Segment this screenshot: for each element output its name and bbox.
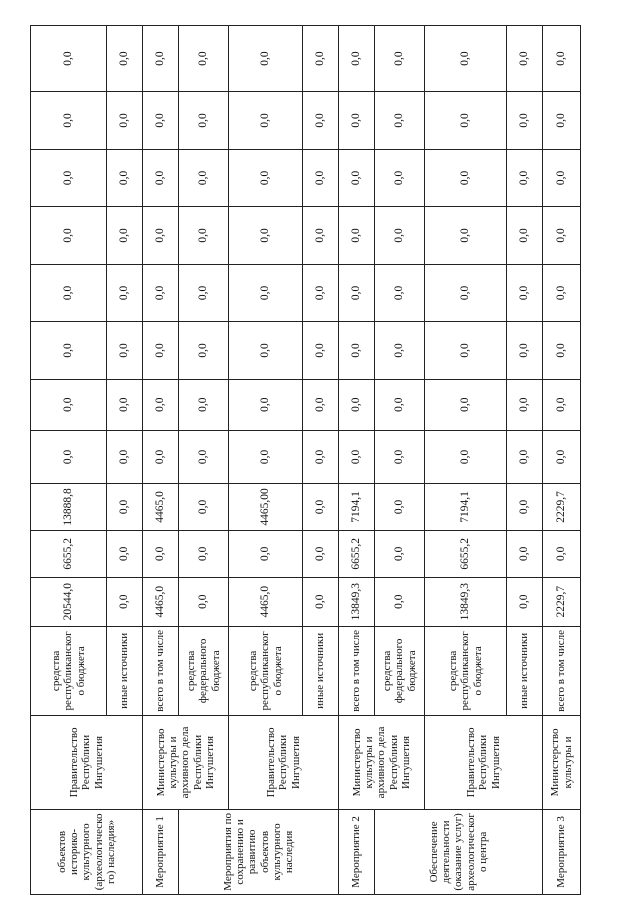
- value-cell: 0,0: [543, 322, 581, 380]
- event-cell: Мероприятие 3: [543, 809, 581, 894]
- responsible-cell: Министерство культуры и архивного дела Республики Ингушетия: [339, 716, 425, 810]
- value-cell: 0,0: [229, 264, 303, 322]
- value-cell: 0,0: [179, 483, 229, 530]
- value-cell: 0,0: [229, 430, 303, 483]
- value-cell: 0,0: [179, 379, 229, 430]
- value-cell: 0,0: [143, 149, 179, 207]
- event-cell: Мероприятие 2: [339, 809, 375, 894]
- value-cell: 4465,00: [229, 483, 303, 530]
- value-cell: 0,0: [179, 207, 229, 265]
- value-cell: 0,0: [107, 207, 143, 265]
- table-row: [339, 26, 375, 895]
- value-cell: 0,0: [143, 264, 179, 322]
- value-cell: 0,0: [229, 379, 303, 430]
- value-cell: 0,0: [303, 207, 339, 265]
- value-cell: 0,0: [303, 430, 339, 483]
- value-cell: 0,0: [543, 92, 581, 150]
- value-cell: 0,0: [339, 26, 375, 92]
- value-cell: 0,0: [107, 26, 143, 92]
- responsible-cell: Правительство Республики Ингушетия: [229, 716, 339, 810]
- value-cell: 0,0: [543, 530, 581, 577]
- responsible-cell: Министерство культуры и: [543, 716, 581, 810]
- value-cell: 0,0: [229, 92, 303, 150]
- responsible-cell: Правительство Республики Ингушетия: [31, 716, 143, 810]
- source-cell: всего в том числе: [339, 626, 375, 715]
- event-cell: Обеспечение деятельности (оказание услуг) археологического центра: [375, 809, 543, 894]
- value-cell: 13849,3: [425, 577, 507, 626]
- value-cell: 0,0: [107, 483, 143, 530]
- value-cell: 0,0: [339, 264, 375, 322]
- value-cell: 0,0: [107, 530, 143, 577]
- value-cell: 0,0: [107, 379, 143, 430]
- value-cell: 0,0: [107, 149, 143, 207]
- responsible-cell: Правительство Республики Ингушетия: [425, 716, 543, 810]
- value-cell: 0,0: [31, 207, 107, 265]
- table-row: [425, 26, 507, 895]
- event-cell: объектов историко-культурного (археологического) наследия»: [31, 809, 143, 894]
- value-cell: 0,0: [31, 379, 107, 430]
- value-cell: 0,0: [229, 207, 303, 265]
- value-cell: 0,0: [107, 430, 143, 483]
- value-cell: 0,0: [543, 149, 581, 207]
- value-cell: 0,0: [107, 577, 143, 626]
- value-cell: 0,0: [303, 530, 339, 577]
- value-cell: 0,0: [107, 92, 143, 150]
- value-cell: 4465,0: [143, 483, 179, 530]
- value-cell: 2229,7: [543, 577, 581, 626]
- value-cell: 0,0: [507, 207, 543, 265]
- value-cell: 0,0: [179, 149, 229, 207]
- value-cell: 0,0: [507, 530, 543, 577]
- value-cell: 0,0: [543, 26, 581, 92]
- source-cell: средства республиканского бюджета: [229, 626, 303, 715]
- value-cell: 0,0: [339, 322, 375, 380]
- value-cell: 0,0: [339, 430, 375, 483]
- table-row: [543, 26, 581, 895]
- value-cell: 0,0: [375, 26, 425, 92]
- value-cell: 0,0: [303, 577, 339, 626]
- value-cell: 0,0: [375, 483, 425, 530]
- table-row: [143, 26, 179, 895]
- value-cell: 0,0: [229, 26, 303, 92]
- value-cell: 0,0: [143, 430, 179, 483]
- value-cell: 0,0: [543, 430, 581, 483]
- value-cell: 0,0: [507, 92, 543, 150]
- source-cell: средства федерального бюджета: [179, 626, 229, 715]
- value-cell: 0,0: [179, 577, 229, 626]
- value-cell: 0,0: [425, 26, 507, 92]
- value-cell: 0,0: [339, 379, 375, 430]
- value-cell: 0,0: [507, 379, 543, 430]
- value-cell: 0,0: [375, 149, 425, 207]
- value-cell: 0,0: [375, 430, 425, 483]
- value-cell: 0,0: [425, 379, 507, 430]
- source-cell: средства республиканского бюджета: [425, 626, 507, 715]
- value-cell: 0,0: [375, 530, 425, 577]
- value-cell: 0,0: [179, 430, 229, 483]
- value-cell: 7194,1: [339, 483, 375, 530]
- value-cell: 0,0: [179, 322, 229, 380]
- value-cell: 6655,2: [31, 530, 107, 577]
- value-cell: 2229,7: [543, 483, 581, 530]
- value-cell: 0,0: [507, 322, 543, 380]
- value-cell: 0,0: [107, 264, 143, 322]
- value-cell: 0,0: [303, 483, 339, 530]
- source-cell: иные источники: [507, 626, 543, 715]
- value-cell: 0,0: [375, 207, 425, 265]
- value-cell: 0,0: [339, 207, 375, 265]
- value-cell: 0,0: [507, 430, 543, 483]
- value-cell: 0,0: [375, 264, 425, 322]
- event-cell: Мероприятия по сохранению и развитию объектов культурного наследия: [179, 809, 339, 894]
- value-cell: 0,0: [229, 149, 303, 207]
- value-cell: 0,0: [339, 92, 375, 150]
- source-cell: иные источники: [303, 626, 339, 715]
- value-cell: 13849,3: [339, 577, 375, 626]
- value-cell: 0,0: [143, 92, 179, 150]
- value-cell: 0,0: [143, 530, 179, 577]
- table-row: [229, 26, 303, 895]
- value-cell: 6655,2: [425, 530, 507, 577]
- value-cell: 0,0: [303, 92, 339, 150]
- value-cell: 20544,0: [31, 577, 107, 626]
- value-cell: 0,0: [543, 379, 581, 430]
- value-cell: 0,0: [375, 577, 425, 626]
- value-cell: 0,0: [179, 530, 229, 577]
- budget-table: [30, 25, 581, 895]
- table-row: [31, 26, 107, 895]
- value-cell: 0,0: [31, 264, 107, 322]
- value-cell: 0,0: [303, 379, 339, 430]
- value-cell: 0,0: [303, 149, 339, 207]
- value-cell: 0,0: [543, 264, 581, 322]
- source-cell: средства федерального бюджета: [375, 626, 425, 715]
- value-cell: 0,0: [143, 26, 179, 92]
- value-cell: 0,0: [507, 26, 543, 92]
- value-cell: 6655,2: [339, 530, 375, 577]
- value-cell: 4465,0: [229, 577, 303, 626]
- source-cell: средства республиканского бюджета: [31, 626, 107, 715]
- value-cell: 0,0: [179, 264, 229, 322]
- value-cell: 0,0: [229, 322, 303, 380]
- value-cell: 0,0: [303, 322, 339, 380]
- value-cell: 7194,1: [425, 483, 507, 530]
- source-cell: иные источники: [107, 626, 143, 715]
- value-cell: 0,0: [375, 92, 425, 150]
- value-cell: 0,0: [425, 92, 507, 150]
- source-cell: всего в том числе: [143, 626, 179, 715]
- value-cell: 0,0: [375, 322, 425, 380]
- value-cell: 0,0: [507, 577, 543, 626]
- value-cell: 0,0: [543, 207, 581, 265]
- value-cell: 0,0: [31, 149, 107, 207]
- value-cell: 0,0: [179, 92, 229, 150]
- value-cell: 0,0: [425, 264, 507, 322]
- value-cell: 13888,8: [31, 483, 107, 530]
- value-cell: 0,0: [507, 264, 543, 322]
- value-cell: 0,0: [31, 322, 107, 380]
- source-cell: всего в том числе: [543, 626, 581, 715]
- value-cell: 0,0: [143, 322, 179, 380]
- value-cell: 0,0: [375, 379, 425, 430]
- value-cell: 4465,0: [143, 577, 179, 626]
- value-cell: 0,0: [303, 264, 339, 322]
- value-cell: 0,0: [31, 92, 107, 150]
- value-cell: 0,0: [31, 430, 107, 483]
- value-cell: 0,0: [303, 26, 339, 92]
- value-cell: 0,0: [507, 483, 543, 530]
- value-cell: 0,0: [179, 26, 229, 92]
- value-cell: 0,0: [339, 149, 375, 207]
- value-cell: 0,0: [229, 530, 303, 577]
- value-cell: 0,0: [507, 149, 543, 207]
- event-cell: Мероприятие 1: [143, 809, 179, 894]
- value-cell: 0,0: [425, 149, 507, 207]
- value-cell: 0,0: [425, 322, 507, 380]
- value-cell: 0,0: [107, 322, 143, 380]
- value-cell: 0,0: [31, 26, 107, 92]
- value-cell: 0,0: [143, 379, 179, 430]
- responsible-cell: Министерство культуры и архивного дела Республики Ингушетия: [143, 716, 229, 810]
- value-cell: 0,0: [425, 207, 507, 265]
- rotated-table-container: [30, 25, 574, 895]
- value-cell: 0,0: [425, 430, 507, 483]
- value-cell: 0,0: [143, 207, 179, 265]
